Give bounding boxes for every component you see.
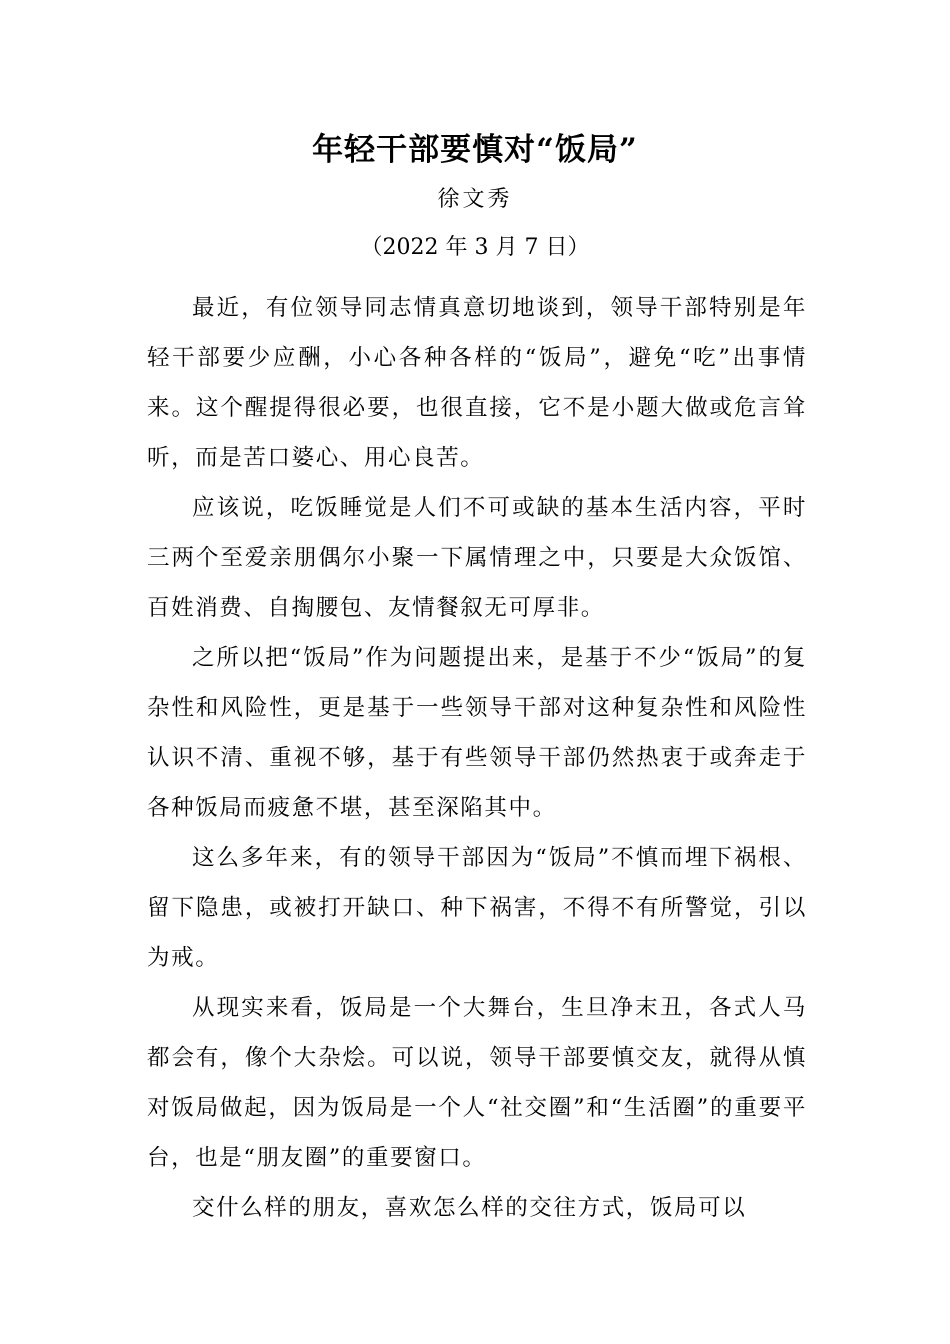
- author-name: 徐文秀: [437, 187, 513, 212]
- publish-date: （2022 年 3 月 7 日）: [360, 235, 590, 260]
- paragraph: 从现实来看，饭局是一个大舞台，生旦净末丑，各式人马都会有，像个大杂烩。可以说，领导干部要慎交友，就得从慎对饭局做起，因为饭局是一个人“社交圈”和“生活圈”的重要平台，也是“朋友圈”的重要窗口。: [147, 995, 807, 1171]
- article-body: [147, 283, 807, 1233]
- paragraph: 之所以把“饭局”作为问题提出来，是基于不少“饭局”的复杂性和风险性，更是基于一些领导干部对这种复杂性和风险性认识不清、重视不够，基于有些领导干部仍然热衷于或奔走于各种饭局而疲惫不堪，甚至深陷其中。: [147, 645, 807, 821]
- paragraph: 这么多年来，有的领导干部因为“饭局”不慎而埋下祸根、留下隐患，或被打开缺口、种下祸害，不得不有所警觉，引以为戒。: [147, 845, 807, 971]
- paragraph: 应该说，吃饭睡觉是人们不可或缺的基本生活内容，平时三两个至爱亲朋偶尔小聚一下属情理之中，只要是大众饭馆、百姓消费、自掏腰包、友情餐叙无可厚非。: [147, 495, 807, 621]
- document-title: 年轻干部要慎对“饭局”: [312, 132, 638, 168]
- paragraph: 交什么样的朋友，喜欢怎么样的交往方式，饭局可以: [192, 1195, 747, 1221]
- paragraph: 最近，有位领导同志情真意切地谈到，领导干部特别是年轻干部要少应酬，小心各种各样的“饭局”，避免“吃”出事情来。这个醒提得很必要，也很直接，它不是小题大做或危言耸听，而是苦口婆心、用心良苦。: [147, 295, 807, 471]
